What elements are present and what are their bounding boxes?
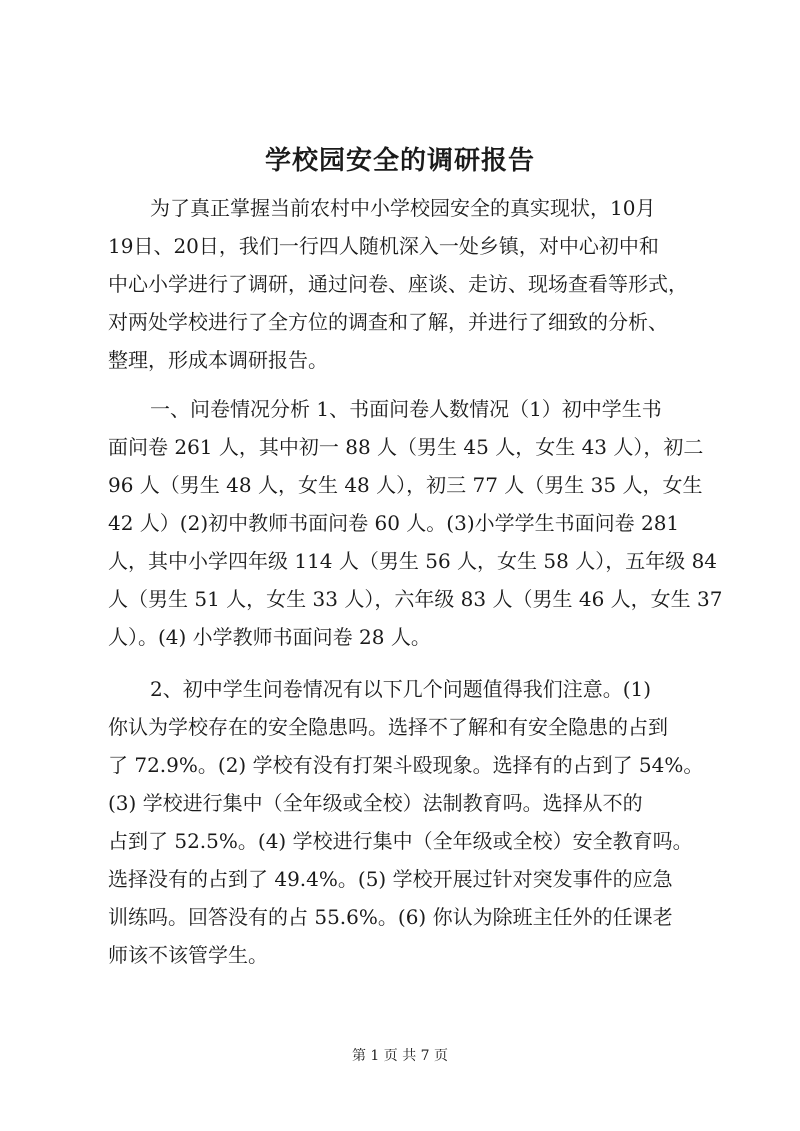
text-line: 42 人）(2)初中教师书面问卷 60 人。(3)小学学生书面问卷 281 bbox=[108, 511, 680, 535]
text-line: 为了真正掌握当前农村中小学校园安全的真实现状，10月 bbox=[150, 196, 656, 220]
text-line: 选择没有的占到了 49.4%。(5) 学校开展过针对突发事件的应急 bbox=[108, 867, 673, 891]
text-line: 对两处学校进行了全方位的调查和了解，并进行了细致的分析、 bbox=[108, 310, 668, 334]
text-line: 师该不该管学生。 bbox=[108, 943, 268, 967]
text-line: 2、初中学生问卷情况有以下几个问题值得我们注意。(1) bbox=[150, 677, 652, 701]
text-line: 19日、20日，我们一行四人随机深入一处乡镇，对中心初中和 bbox=[108, 234, 659, 258]
text-line: 中心小学进行了调研，通过问卷、座谈、走访、现场查看等形式， bbox=[108, 272, 688, 296]
text-line: 人）。(4) 小学教师书面问卷 28 人。 bbox=[108, 625, 431, 649]
text-line: 训练吗。回答没有的占 55.6%。(6) 你认为除班主任外的任课老 bbox=[108, 905, 673, 929]
text-line: 一、问卷情况分析 1、书面问卷人数情况（1）初中学生书 bbox=[150, 397, 662, 421]
text-line: 你认为学校存在的安全隐患吗。选择不了解和有安全隐患的占到 bbox=[108, 715, 668, 739]
text-line: 面问卷 261 人，其中初一 88 人（男生 45 人，女生 43 人），初二 bbox=[108, 435, 704, 459]
text-line: (3) 学校进行集中（全年级或全校）法制教育吗。选择从不的 bbox=[108, 791, 643, 815]
text-line: 96 人（男生 48 人，女生 48 人），初三 77 人（男生 35 人，女生 bbox=[108, 473, 703, 497]
page-footer: 第 1 页 共 7 页 bbox=[351, 1048, 449, 1064]
page-title: 学校园安全的调研报告 bbox=[264, 146, 535, 176]
text-line: 人（男生 51 人，女生 33 人），六年级 83 人（男生 46 人，女生 37 bbox=[108, 587, 723, 611]
text-line: 了 72.9%。(2) 学校有没有打架斗殴现象。选择有的占到了 54%。 bbox=[108, 753, 704, 777]
text-line: 人，其中小学四年级 114 人（男生 56 人，女生 58 人），五年级 84 bbox=[108, 549, 718, 573]
text-line: 整理，形成本调研报告。 bbox=[108, 348, 328, 372]
text-line: 占到了 52.5%。(4) 学校进行集中（全年级或全校）安全教育吗。 bbox=[108, 829, 693, 853]
